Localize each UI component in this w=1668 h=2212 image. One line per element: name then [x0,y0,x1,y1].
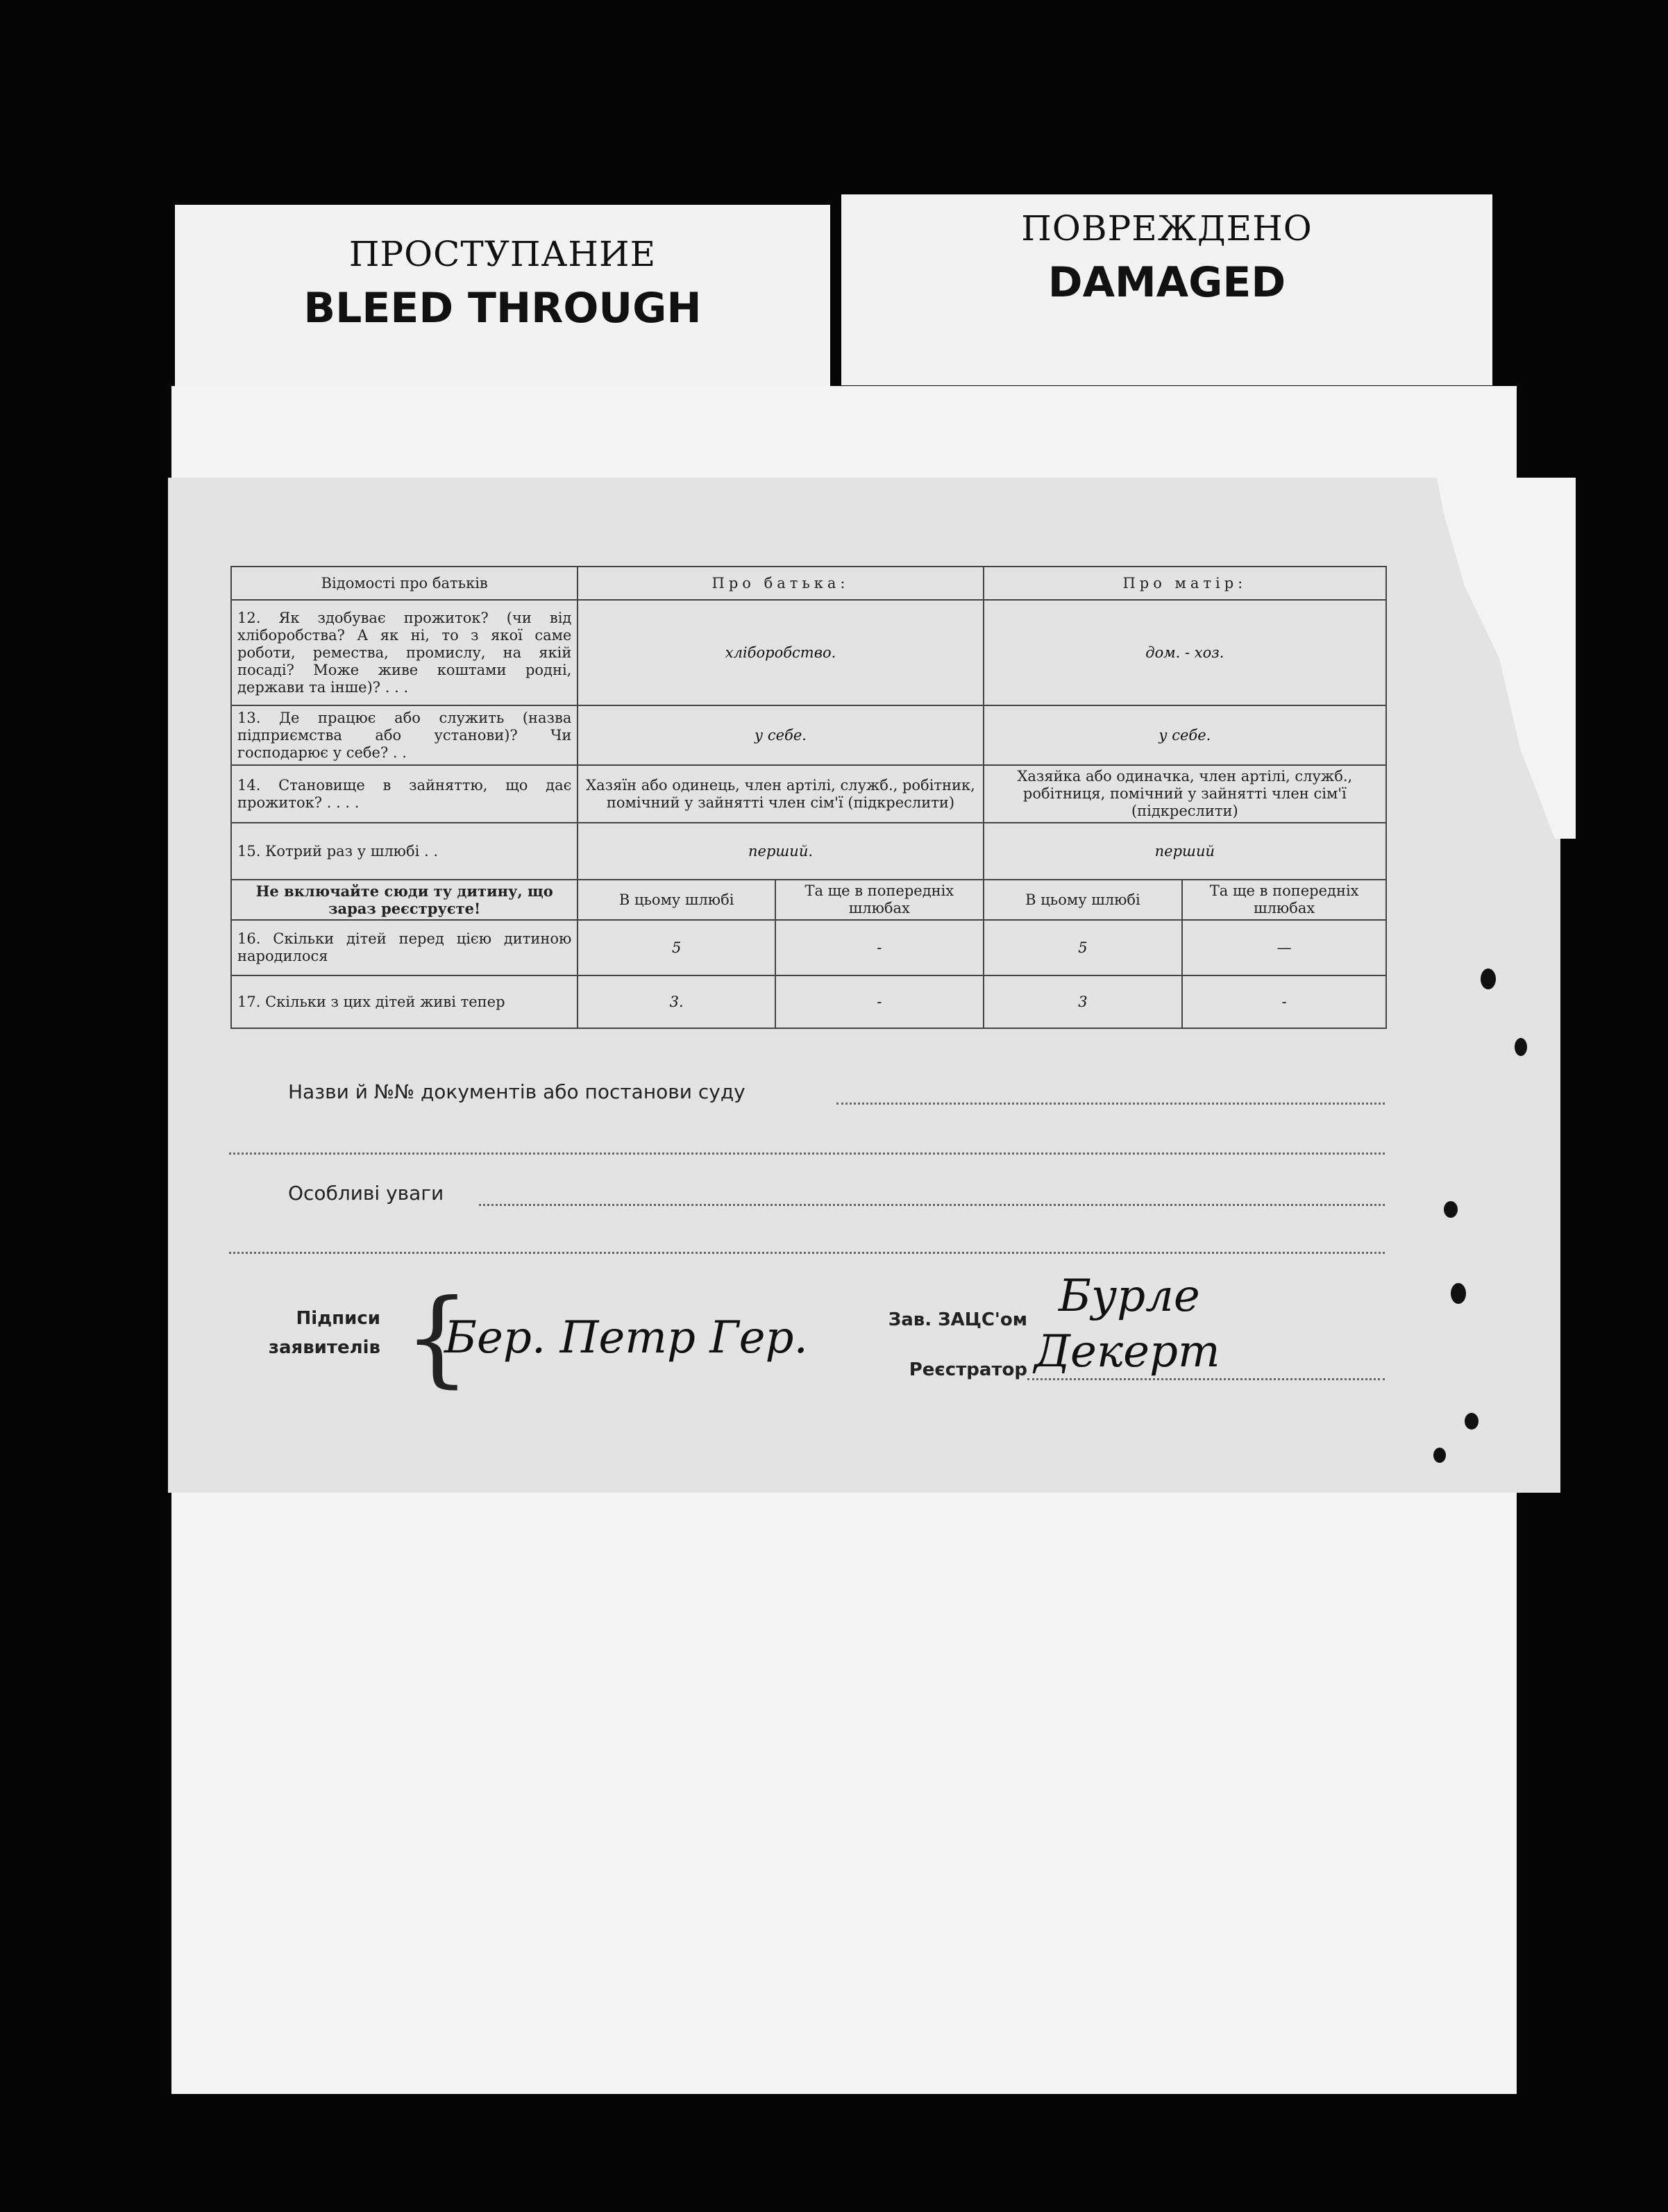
question-12: 12. Як здобуває прожиток? (чи від хліборобства? А як ні, то з якої саме роботи, ремества, промислу, на якій посаді? Може живе коштами родні, держави та інше)? . . . [231,600,578,705]
registrar-line [1027,1378,1385,1380]
signatures-label-1: Підписи [296,1308,380,1329]
mother-status-options: Хазяйка або одиначка, член артілі, служб., робітниця, помічний у зайнятті член сім'ї (підкреслити) [984,765,1386,823]
table-row [231,880,1386,920]
mother-marriage-count: перший [984,823,1386,880]
question-15: 15. Котрий раз у шлюбі . . [231,823,578,880]
bleed-through-tag [175,205,830,396]
header-mother: Про матір: [984,567,1386,600]
children-alive-mother-prev: - [1182,975,1386,1028]
bleed-through-ru: ПРОСТУПАНИЕ [348,234,657,274]
registrar-signature: Декерт [1034,1326,1220,1377]
damage-spot [1451,1283,1466,1304]
father-this-marriage-header: В цьому шлюбі [578,880,775,920]
damage-spot [1481,969,1496,989]
signatures-label-2: заявителів [268,1337,380,1358]
registrar-label: Реєстратор [909,1359,1027,1380]
question-13: 13. Де працює або служить (назва підприємства або установи)? Чи господарює у себе? . . [231,705,578,765]
children-alive-mother-this: 3 [984,975,1183,1028]
brace: { [404,1277,471,1398]
children-alive-father-prev: - [775,975,984,1028]
header-father: Про батька: [578,567,983,600]
table-header-row [231,567,1386,600]
children-born-father-this: 5 [578,920,775,975]
header-parents-info: Відомості про батьків [231,567,578,600]
documents-label: Назви й №№ документів або постанови суду [288,1080,745,1103]
children-born-mother-prev: — [1182,920,1386,975]
bleed-through-en: BLEED THROUGH [303,284,702,333]
mother-workplace: у себе. [984,705,1386,765]
damage-spot [1433,1448,1446,1463]
father-workplace: у себе. [578,705,983,765]
remarks-label: Особливі уваги [288,1182,444,1205]
table-row [231,765,1386,823]
mother-this-marriage-header: В цьому шлюбі [984,880,1183,920]
head-signature: Бурле [1059,1271,1200,1322]
question-14: 14. Становище в зайняттю, що дає прожиток? . . . . [231,765,578,823]
children-born-mother-this: 5 [984,920,1183,975]
table-row [231,823,1386,880]
question-16: 16. Скільки дітей перед цією дитиною народилося [231,920,578,975]
damage-spot [1515,1038,1527,1056]
damaged-tag [841,194,1492,385]
children-born-father-prev: - [775,920,984,975]
damaged-ru: ПОВРЕЖДЕНО [1021,208,1313,249]
head-label: Зав. ЗАЦС'ом [888,1309,1027,1330]
damaged-en: DAMAGED [1047,258,1286,307]
children-alive-father-this: 3. [578,975,775,1028]
table-row [231,920,1386,975]
question-17: 17. Скільки з цих дітей живі тепер [231,975,578,1028]
father-livelihood: хліборобство. [578,600,983,705]
table-row [231,975,1386,1028]
father-marriage-count: перший. [578,823,983,880]
father-status-options: Хазяїн або одинець, член артілі, служб., робітник, помічний у зайнятті член сім'ї (підкреслити) [578,765,983,823]
applicants-signature: Бер. Петр Гер. [444,1312,808,1364]
exclude-child-note: Не включайте сюди ту дитину, що зараз реєструєте! [231,880,578,920]
documents-line [836,1103,1385,1105]
documents-line-2 [229,1153,1385,1155]
mother-previous-marriages-header: Та ще в попередніх шлюбах [1182,880,1386,920]
damage-spot [1465,1413,1479,1430]
table-row [231,600,1386,705]
table-row [231,705,1386,765]
parents-info-table [230,566,1387,1029]
damage-spot [1444,1201,1458,1218]
mother-livelihood: дом. - хоз. [984,600,1386,705]
remarks-line [479,1204,1385,1206]
remarks-line-2 [229,1252,1385,1254]
father-previous-marriages-header: Та ще в попередніх шлюбах [775,880,984,920]
